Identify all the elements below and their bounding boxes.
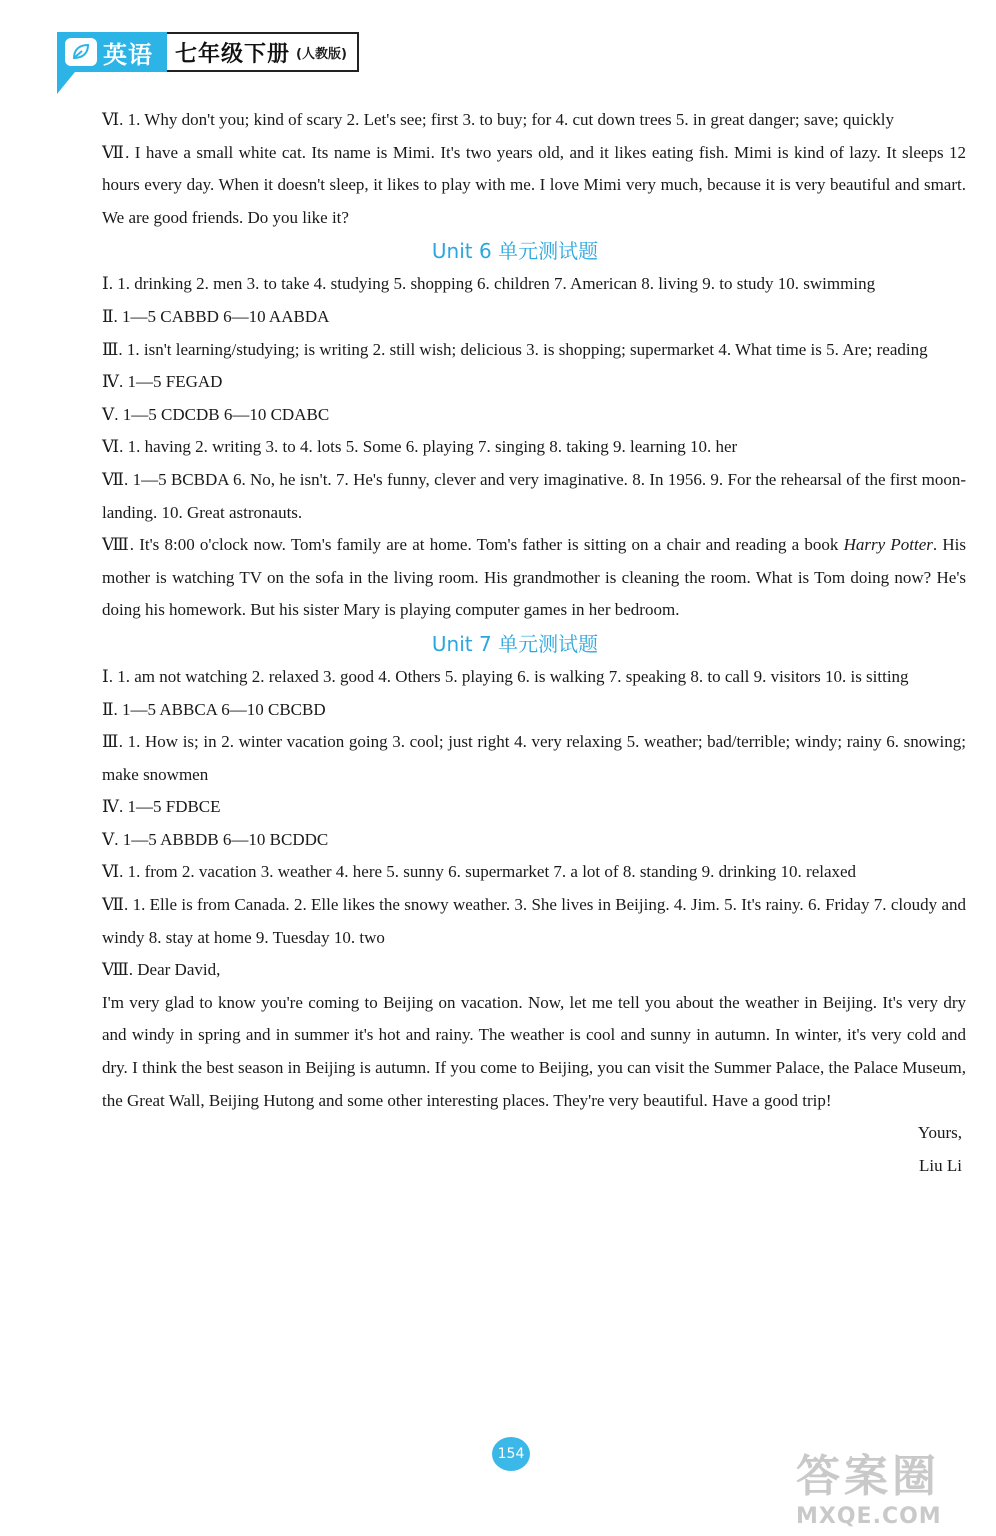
watermark-logo [796, 1440, 976, 1528]
unit7-section-v: Ⅴ. 1—5 ABBDB 6—10 BCDDC [102, 829, 329, 849]
unit7-viii-greeting: Ⅷ. Dear David, [102, 960, 221, 980]
grade-label: 七年级下册 [175, 41, 291, 67]
unit6-section-iv: Ⅳ. 1—5 FEGAD [102, 372, 223, 392]
unit7-section-vi: Ⅵ. 1. from 2. vacation 3. weather 4. here 5. sunny 6. supermarket 7. a lot of 8. standing 9. drinking 10. relaxed [102, 862, 857, 882]
leaf-icon [65, 38, 97, 66]
unit6-section-v: Ⅴ. 1—5 CDCDB 6—10 CDABC [102, 404, 330, 424]
subject-tab [57, 32, 167, 72]
watermark-line1: 答案圈 [796, 1451, 940, 1502]
grade-box [167, 32, 359, 72]
letter-closing: Yours, [917, 1123, 962, 1143]
unit6-section-vii: Ⅶ. 1—5 BCBDA 6. No, he isn't. 7. He's funny, clever and very imaginative. 8. In 1956. 9. For the rehearsal of the first moon-landing. 10. Great astronauts. [102, 469, 966, 522]
watermark-line2: MXQE.COM [796, 1504, 942, 1529]
unit7-section-i: Ⅰ. 1. am not watching 2. relaxed 3. good 4. Others 5. playing 6. is walking 7. speaking 8. to call 9. visitors 10. is sitting [102, 666, 909, 686]
unit7-viii-letter-body: I'm very glad to know you're coming to Beijing on vacation. Now, let me tell you about the weather in Beijing. It's very dry and windy in spring and in summer it's hot and rainy. The weather is cool and sunny in autumn. In winter, it's very cold and dry. I think the best season in Beijing is autumn. If you come to Beijing, you can visit the Summer Palace, the Palace Museum, the Great Wall, Beijing Hutong and some other interesting places. They're very beautiful. Have a good trip! [102, 992, 966, 1110]
unit6-section-viii [64, 529, 966, 627]
page-number: 154 [492, 1437, 530, 1471]
answer-content [64, 104, 966, 1182]
unit6-viii-start: Ⅷ. It's 8:00 o'clock now. Tom's family are at home. Tom's father is sitting on a chair and reading a book [102, 535, 844, 555]
unit7-section-iv: Ⅳ. 1—5 FDBCE [102, 797, 221, 817]
unit6-viii-end: . His mother is watching TV on the sofa in the living room. His grandmother is cleaning the room. What is Tom doing now? He's doing his homework. But his sister Mary is playing computer games in her bedroom. [102, 535, 967, 620]
section-vii-writing: Ⅶ. I have a small white cat. Its name is Mimi. It's two years old, and it likes eating fish. Mimi is kind of lazy. It sleeps 12 hours every day. When it doesn't sleep, it likes to play with me. I love Mimi very much, because it is very beautiful and smart. We are good friends. Do you like it? [102, 142, 966, 227]
unit6-section-i: Ⅰ. 1. drinking 2. men 3. to take 4. studying 5. shopping 6. children 7. American 8. living 9. to study 10. swimming [102, 274, 876, 294]
subject-label: 英语 [103, 40, 153, 69]
header-badge [57, 32, 359, 72]
letter-signature: Liu Li [919, 1155, 962, 1175]
edition-label: (人教版) [296, 46, 347, 62]
unit7-title: Unit 7 单元测试题 [431, 631, 599, 656]
section-vi-answers: Ⅵ. 1. Why don't you; kind of scary 2. Let's see; first 3. to buy; for 4. cut down trees 5. in great danger; save; quickly [102, 110, 894, 129]
unit6-title: Unit 6 单元测试题 [431, 239, 599, 264]
unit6-section-iii: Ⅲ. 1. isn't learning/studying; is writing 2. still wish; delicious 3. is shopping; supermarket 4. What time is 5. Are; reading [102, 339, 928, 359]
unit6-section-ii: Ⅱ. 1—5 CABBD 6—10 AABDA [102, 306, 330, 326]
book-title: Harry Potter [843, 535, 933, 555]
unit6-section-vi: Ⅵ. 1. having 2. writing 3. to 4. lots 5. Some 6. playing 7. singing 8. taking 9. learning 10. her [102, 437, 738, 457]
unit7-section-vii: Ⅶ. 1. Elle is from Canada. 2. Elle likes the snowy weather. 3. She lives in Beijing. 4. Jim. 5. It's rainy. 6. Friday 7. cloudy and windy 8. stay at home 9. Tuesday 10. two [102, 895, 966, 947]
unit7-section-iii: Ⅲ. 1. How is; in 2. winter vacation going 3. cool; just right 4. very relaxing 5. weather; bad/terrible; windy; rainy 6. snowing; make snowmen [102, 732, 966, 784]
unit7-section-ii: Ⅱ. 1—5 ABBCA 6—10 CBCBD [102, 699, 326, 719]
